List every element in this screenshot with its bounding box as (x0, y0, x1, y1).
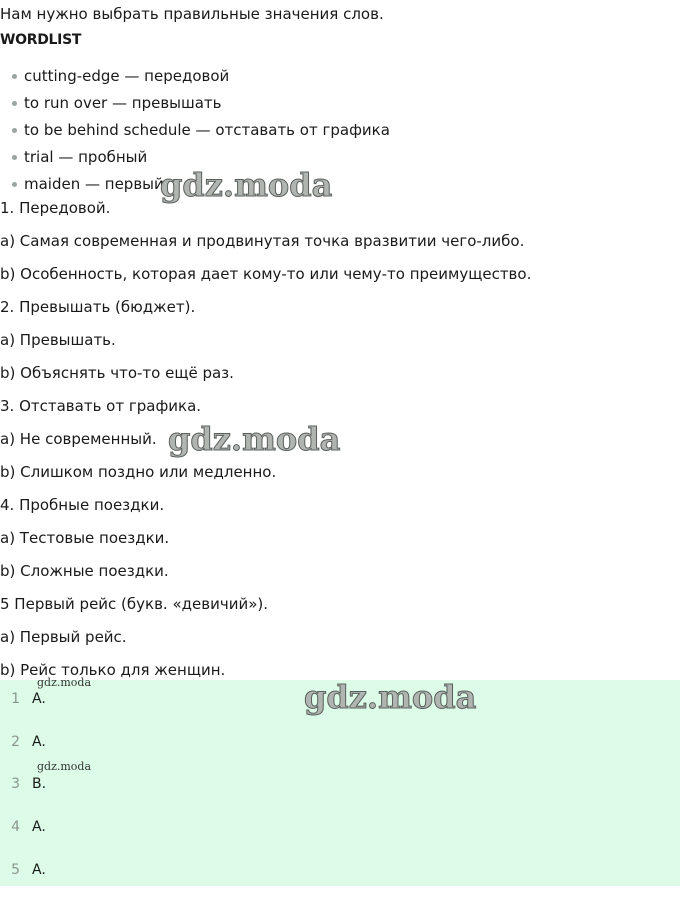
wordlist-item-text: cutting-edge — передовой (24, 67, 230, 85)
wordlist-item (10, 93, 390, 120)
watermark-small: gdz.moda (37, 676, 92, 689)
option-line: b) Объяснять что-то ещё раз. (0, 364, 234, 382)
answer-row (0, 773, 46, 795)
answer-row (0, 859, 46, 881)
wordlist-title: WORDLIST (0, 32, 82, 48)
answers-block (0, 680, 680, 886)
wordlist-item-text: to be behind schedule — отставать от графика (24, 121, 390, 139)
bullet-icon (12, 101, 17, 106)
wordlist-item (10, 174, 390, 201)
option-line: b) Рейс только для женщин. (0, 661, 226, 679)
answer-value: A. (32, 862, 46, 878)
option-line: b) Слишком поздно или медленно. (0, 463, 277, 481)
option-line: a) Не современный. (0, 430, 157, 448)
answer-number: 3 (11, 776, 20, 792)
question-heading: 3. Отставать от графика. (0, 397, 202, 415)
bullet-icon (12, 155, 17, 160)
watermark-logo: gdz.moda (304, 678, 477, 716)
answer-value: A. (32, 734, 46, 750)
answer-number: 2 (11, 734, 20, 750)
wordlist-item-text: to run over — превышать (24, 94, 222, 112)
answer-row (0, 731, 46, 753)
watermark-logo: gdz.moda (168, 420, 341, 458)
option-line: a) Тестовые поездки. (0, 529, 170, 547)
bullet-icon (12, 74, 17, 79)
option-line: a) Превышать. (0, 331, 116, 349)
wordlist-item (10, 66, 390, 93)
watermark-logo: gdz.moda (160, 166, 333, 204)
bullet-icon (12, 182, 17, 187)
question-heading: 2. Превышать (бюджет). (0, 298, 196, 316)
option-line: b) Особенность, которая дает кому-то или чему-то преимущество. (0, 265, 532, 283)
wordlist-item-text: maiden — первый (24, 175, 164, 193)
option-line: a) Первый рейс. (0, 628, 127, 646)
question-heading: 1. Передовой. (0, 199, 111, 217)
answer-number: 1 (11, 691, 20, 707)
answer-row (0, 816, 46, 838)
answer-row (0, 688, 46, 710)
question-heading: 5 Первый рейс (букв. «девичий»). (0, 595, 268, 613)
answer-value: B. (32, 776, 47, 792)
option-line: b) Сложные поездки. (0, 562, 169, 580)
option-line: a) Самая современная и продвинутая точка вразвитии чего-либо. (0, 232, 525, 250)
wordlist-item (10, 120, 390, 147)
answer-number: 4 (11, 819, 20, 835)
wordlist-item-text: trial — пробный (24, 148, 148, 166)
question-list (0, 198, 531, 693)
answer-value: A. (32, 819, 46, 835)
bullet-icon (12, 128, 17, 133)
answer-value: A. (32, 691, 46, 707)
question-heading: 4. Пробные поездки. (0, 496, 165, 514)
watermark-small: gdz.moda (37, 760, 92, 773)
answer-number: 5 (11, 862, 20, 878)
wordlist (10, 66, 390, 201)
intro-text: Нам нужно выбрать правильные значения слов. (0, 5, 384, 23)
wordlist-item (10, 147, 390, 174)
